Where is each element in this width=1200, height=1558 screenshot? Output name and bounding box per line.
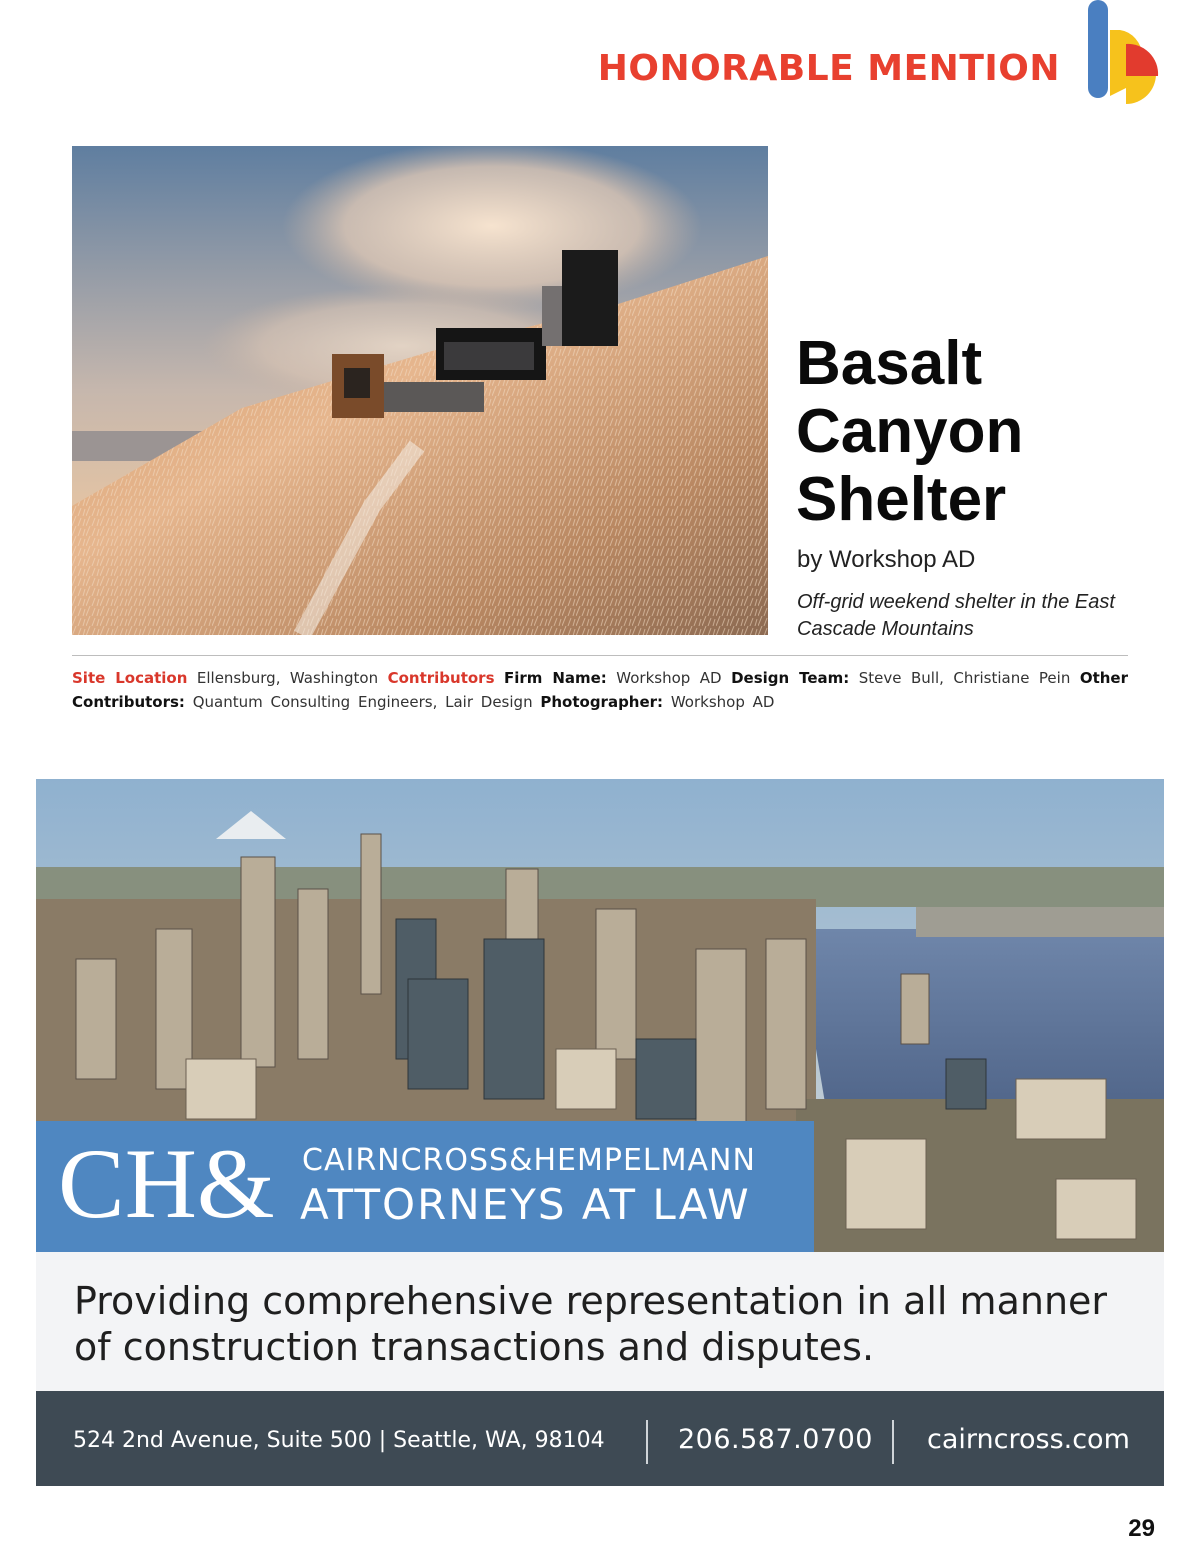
ad-monogram: CH&: [58, 1128, 275, 1239]
ad-firm-subtitle: ATTORNEYS AT LAW: [300, 1180, 751, 1229]
project-credits: [72, 666, 1128, 714]
ad-firm-name: CAIRNCROSS&HEMPELMANN: [302, 1143, 756, 1178]
project-title: [796, 330, 1136, 534]
firm-name-label: Firm Name:: [503, 669, 607, 687]
other-contributors-label: Other Contributors:: [72, 669, 1128, 711]
other-contributors-value: Quantum Consulting Engineers, Lair Design: [192, 693, 533, 711]
house-on-frosted-hillside-photo: [72, 146, 768, 635]
photographer-value: Workshop AD: [670, 693, 775, 711]
ad-tagline: Providing comprehensive representation in all manner of construction transactions and disputes.: [74, 1279, 1108, 1369]
firm-name-value: Workshop AD: [616, 669, 722, 687]
page-number: 29: [1128, 1515, 1155, 1542]
project-tagline: Off-grid weekend shelter in the East Cascade Mountains: [797, 591, 1115, 640]
project-title-line: Canyon: [796, 397, 1024, 466]
project-title-line: Basalt: [796, 329, 983, 398]
blue-red-yellow-b-logo-icon: [1086, 0, 1162, 106]
ad-phone: 206.587.0700: [678, 1424, 873, 1455]
ad-contact-divider: [646, 1420, 648, 1464]
photographer-label: Photographer:: [540, 693, 664, 711]
header-title: HONORABLE MENTION: [597, 48, 1060, 89]
ad-website: cairncross.com: [927, 1424, 1130, 1455]
design-team-value: Steve Bull, Christiane Pein: [858, 669, 1071, 687]
ad-address: 524 2nd Avenue, Suite 500 | Seattle, WA, 98104: [73, 1428, 605, 1453]
divider: [72, 655, 1128, 656]
byline: by Workshop AD: [797, 546, 976, 573]
project-title-line: Shelter: [796, 465, 1007, 534]
design-team-label: Design Team:: [731, 669, 850, 687]
site-location-label: Site Location: [72, 669, 188, 687]
site-location-value: Ellensburg, Washington: [196, 669, 379, 687]
contributors-label: Contributors: [387, 669, 495, 687]
ad-contact-divider: [892, 1420, 894, 1464]
